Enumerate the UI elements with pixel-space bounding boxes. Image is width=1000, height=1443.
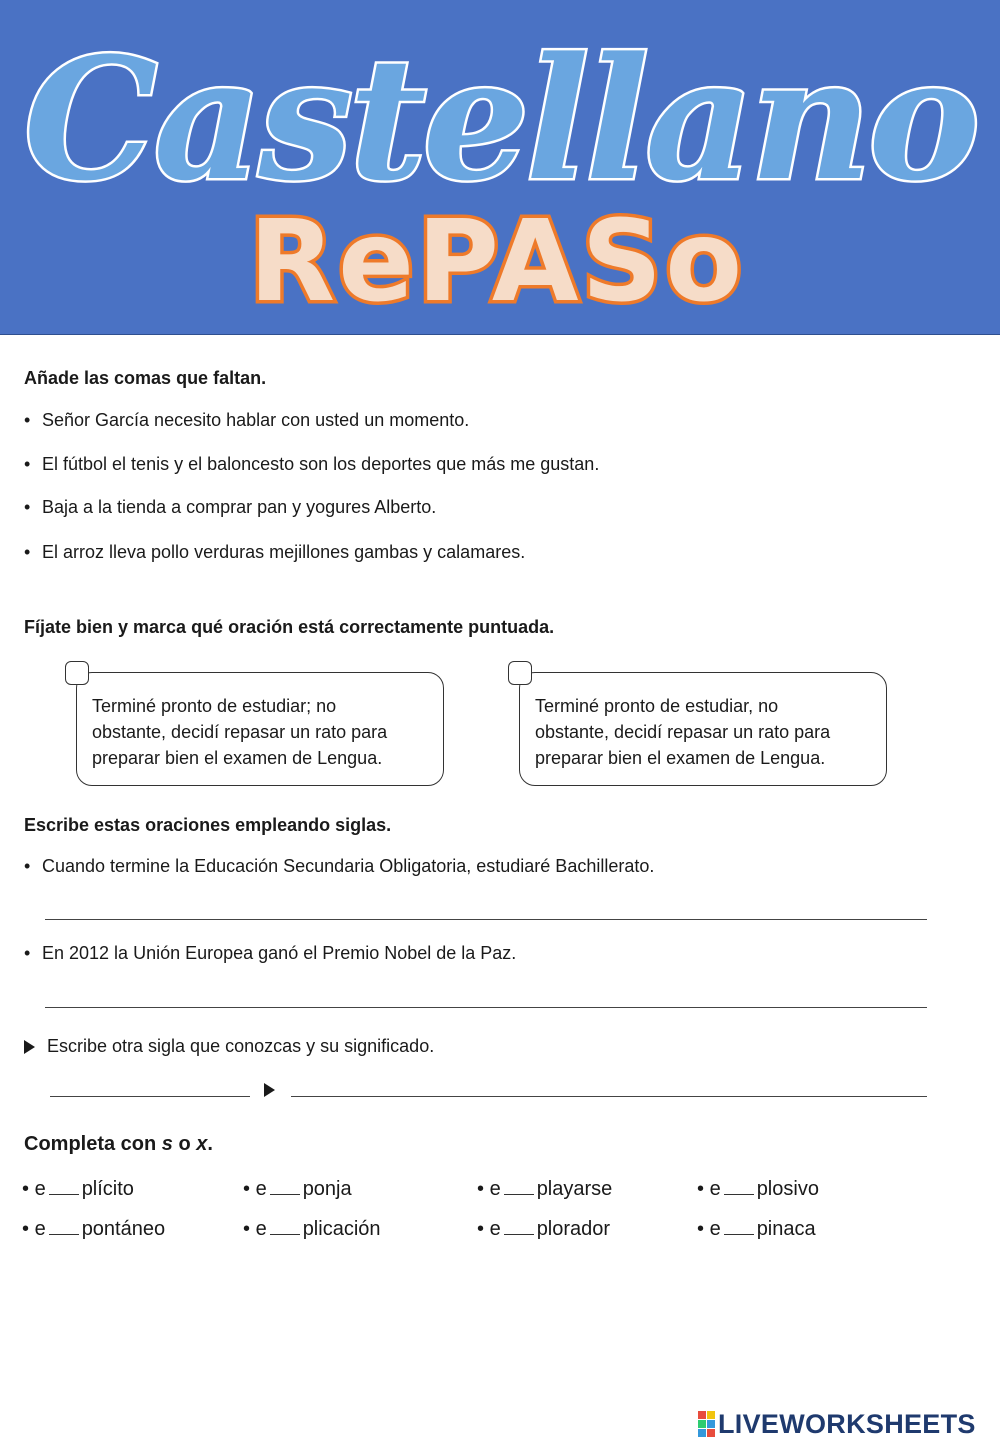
answer-line-sigla[interactable] [50, 1096, 250, 1097]
blank-input[interactable] [724, 1180, 754, 1195]
word-item: • e plosivo [697, 1178, 819, 1200]
section3-item: • En 2012 la Unión Europea ganó el Premio Nobel de la Paz. [24, 943, 517, 963]
section4-heading: Completa con s o x. [24, 1133, 213, 1155]
word-item: • e plorador [477, 1218, 611, 1240]
word-item: • e plicación [243, 1218, 381, 1240]
section1-item: • El fútbol el tenis y el baloncesto son los deportes que más me gustan. [24, 454, 600, 474]
footer-brand: LIVEWORKSHEETS [718, 1408, 976, 1439]
word-item: • e pontáneo [22, 1218, 166, 1240]
section1-heading: Añade las comas que faltan. [24, 368, 267, 388]
blank-input[interactable] [49, 1180, 79, 1195]
word-item: • e ponja [243, 1178, 352, 1200]
section3-extra-prompt: Escribe otra sigla que conozcas y su significado. [24, 1036, 434, 1057]
word-item: • e playarse [477, 1178, 613, 1200]
banner-title: Castellano [23, 20, 977, 218]
banner-subtitle: RePASo [248, 197, 746, 327]
answer-line-2[interactable] [45, 1007, 927, 1008]
blank-input[interactable] [270, 1180, 300, 1195]
choice-option-1[interactable] [76, 672, 444, 786]
section3-heading: Escribe estas oraciones empleando siglas. [24, 815, 392, 835]
choice-option-2-line: obstante, decidí repasar un rato para [535, 722, 831, 742]
section1-item: • Baja a la tienda a comprar pan y yogures Alberto. [24, 497, 437, 517]
section3-item: • Cuando termine la Educación Secundaria Obligatoria, estudiaré Bachillerato. [24, 856, 655, 876]
choice-option-1-line: obstante, decidí repasar un rato para [92, 722, 388, 742]
section1-item: • El arroz lleva pollo verduras mejillones gambas y calamares. [24, 542, 526, 562]
header-banner [0, 0, 1000, 335]
choice-option-2[interactable] [519, 672, 887, 786]
choice-option-2-line: preparar bien el examen de Lengua. [535, 748, 826, 768]
blank-input[interactable] [724, 1220, 754, 1235]
arrow-right-icon [24, 1040, 35, 1054]
choice-option-2-line: Terminé pronto de estudiar, no [535, 696, 779, 716]
word-item: • e pinaca [697, 1218, 816, 1240]
liveworksheets-logo [698, 1409, 976, 1439]
checkbox-option-1[interactable] [65, 661, 89, 685]
blank-input[interactable] [270, 1220, 300, 1235]
answer-line-1[interactable] [45, 919, 927, 920]
arrow-right-icon [264, 1083, 275, 1097]
blank-input[interactable] [49, 1220, 79, 1235]
choice-option-1-line: Terminé pronto de estudiar; no [92, 696, 337, 716]
checkbox-option-2[interactable] [508, 661, 532, 685]
logo-tiles-icon [698, 1411, 715, 1437]
section1-item: • Señor García necesito hablar con usted un momento. [24, 410, 470, 430]
section2-heading: Fíjate bien y marca qué oración está correctamente puntuada. [24, 617, 555, 637]
answer-line-significado[interactable] [291, 1096, 927, 1097]
banner-artwork [0, 0, 1000, 334]
blank-input[interactable] [504, 1180, 534, 1195]
choice-option-1-line: preparar bien el examen de Lengua. [92, 748, 383, 768]
blank-input[interactable] [504, 1220, 534, 1235]
word-item: • e plícito [22, 1178, 134, 1200]
